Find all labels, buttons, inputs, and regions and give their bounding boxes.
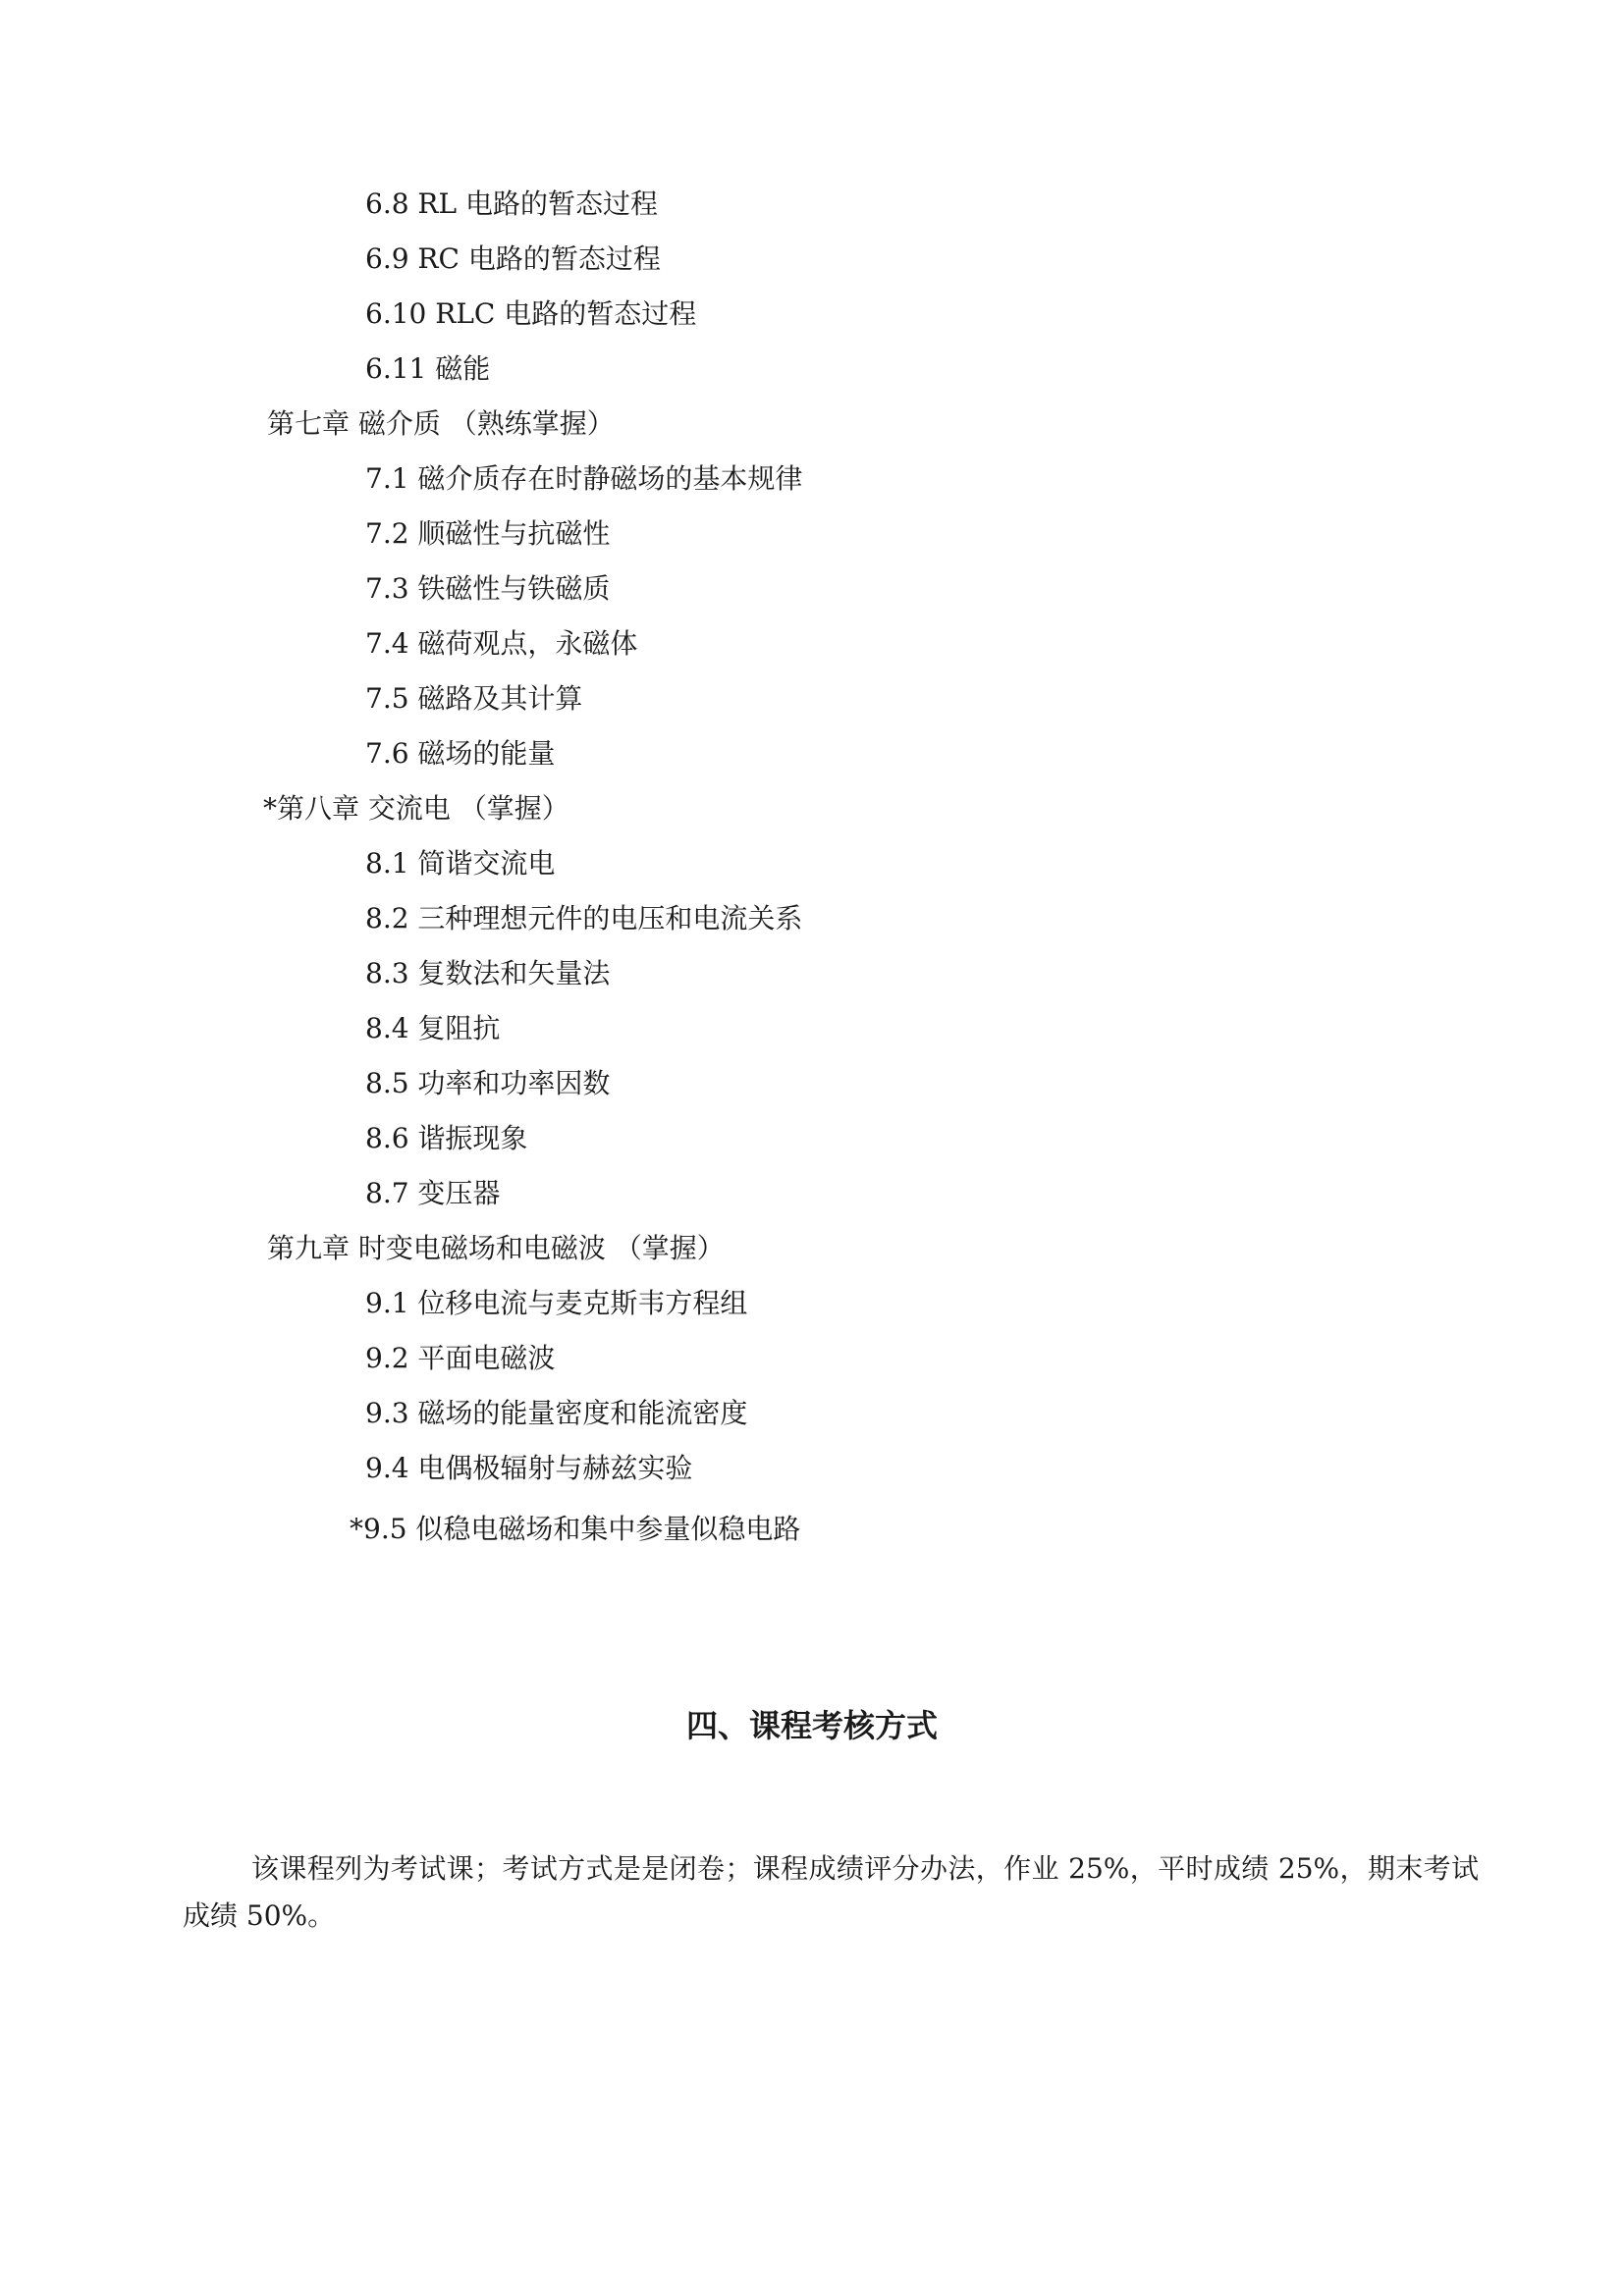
chapter-heading: 第七章 磁介质 （熟练掌握） bbox=[267, 407, 615, 440]
section-line: 7.4 磁荷观点，永磁体 bbox=[365, 627, 638, 660]
section-line: 9.1 位移电流与麦克斯韦方程组 bbox=[365, 1287, 748, 1319]
section-line: 8.3 复数法和矢量法 bbox=[365, 957, 611, 989]
section-line: 7.1 磁介质存在时静磁场的基本规律 bbox=[365, 462, 803, 495]
section-line: 8.5 功率和功率因数 bbox=[365, 1067, 611, 1099]
section-line: 8.1 简谐交流电 bbox=[365, 847, 556, 880]
section-line: 8.2 三种理想元件的电压和电流关系 bbox=[365, 902, 803, 934]
section-line: 9.3 磁场的能量密度和能流密度 bbox=[365, 1397, 748, 1429]
section-line: 9.4 电偶极辐射与赫兹实验 bbox=[365, 1452, 693, 1484]
section-line: 7.6 磁场的能量 bbox=[365, 737, 556, 770]
section-line: 7.5 磁路及其计算 bbox=[365, 682, 583, 715]
assessment-paragraph: 该课程列为考试课；考试方式是是闭卷；课程成绩评分办法，作业 25%，平时成绩 25%，期末考试成绩 50%。 bbox=[183, 1852, 1479, 1932]
section-line: 6.11 磁能 bbox=[365, 352, 491, 385]
chapter-heading: 第九章 时变电磁场和电磁波 （掌握） bbox=[267, 1232, 725, 1264]
section-line: 8.4 复阻抗 bbox=[365, 1012, 501, 1044]
section-line: 8.6 谐振现象 bbox=[365, 1122, 528, 1154]
section-line: 9.2 平面电磁波 bbox=[365, 1342, 556, 1374]
section-heading: 四、课程考核方式 bbox=[685, 1707, 938, 1744]
section-line: 6.10 RLC 电路的暂态过程 bbox=[365, 297, 697, 330]
section-line: 6.8 RL 电路的暂态过程 bbox=[365, 187, 659, 220]
section-line: 7.2 顺磁性与抗磁性 bbox=[365, 517, 611, 550]
section-line: 7.3 铁磁性与铁磁质 bbox=[365, 572, 611, 605]
section-line: 6.9 RC 电路的暂态过程 bbox=[365, 242, 661, 275]
chapter-heading: *第八章 交流电 （掌握） bbox=[263, 792, 569, 825]
section-line: 8.7 变压器 bbox=[365, 1177, 501, 1209]
section-line: *9.5 似稳电磁场和集中参量似稳电路 bbox=[350, 1513, 801, 1545]
